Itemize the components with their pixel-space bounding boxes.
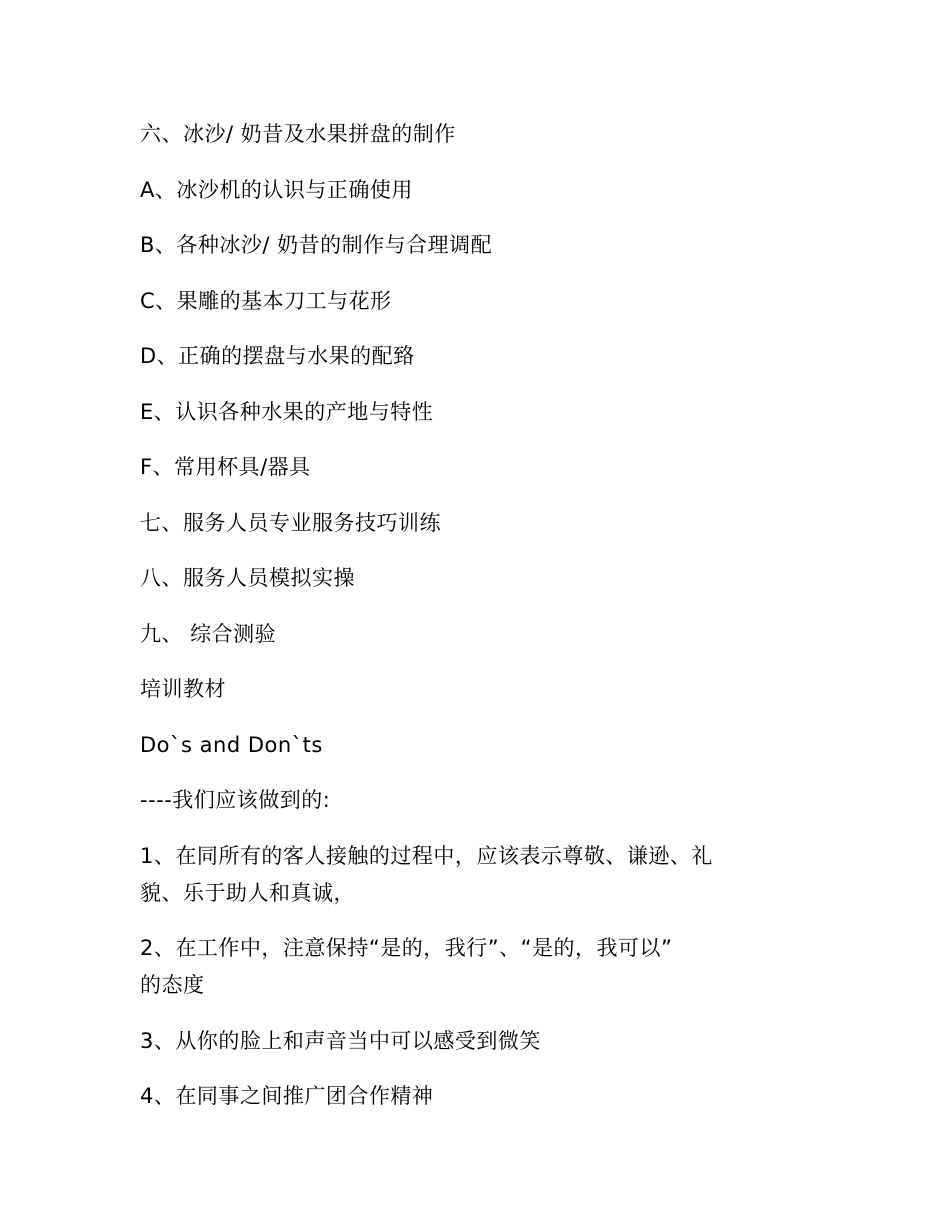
list-item-d: D、正确的摆盘与水果的配臵	[140, 344, 415, 368]
dos-item-3-line1: 3、从你的脸上和声音当中可以感受到微笑	[140, 1028, 541, 1053]
dos-item-4-line1: 4、在同事之间推广团合作精神	[140, 1084, 434, 1108]
dos-item-2-line2: 的态度	[140, 973, 205, 997]
dos-item-4	[140, 1078, 800, 1115]
dos-item-1-line2: 貌、乐于助人和真诚，	[140, 880, 355, 905]
list-item-b: B、各种冰沙/ 奶昔的制作与合理调配	[140, 233, 493, 257]
dos-item-1	[140, 838, 800, 912]
document-body	[140, 116, 800, 1134]
section-heading-seven: 七、服务人员专业服务技巧训练	[140, 510, 441, 535]
list-item-e: E、认识各种水果的产地与特性	[140, 399, 434, 424]
list-item-f: F、常用杯具/器具	[140, 455, 311, 479]
dos-item-1-line1: 1、在同所有的客人接触的过程中，应该表示尊敬、谦逊、礼	[140, 843, 713, 868]
section-heading-six: 六、冰沙/ 奶昔及水果拼盘的制作	[140, 122, 456, 146]
section-heading-eight: 八、服务人员模拟实操	[140, 566, 355, 590]
dos-subheading: ----我们应该做到的:	[140, 788, 331, 812]
list-item-a: A、冰沙机的认识与正确使用	[140, 177, 413, 202]
section-heading-nine: 九、 综合测验	[140, 621, 277, 646]
dos-donts-heading: Do`s and Don`ts	[140, 732, 323, 757]
dos-item-2-line1: 2、在工作中，注意保持“是的，我行”、“是的，我可以”	[140, 936, 673, 960]
dos-item-3	[140, 1023, 800, 1060]
materials-heading: 培训教材	[140, 677, 226, 701]
dos-item-2	[140, 930, 800, 1004]
list-item-c: C、果雕的基本刀工与花形	[140, 288, 392, 313]
